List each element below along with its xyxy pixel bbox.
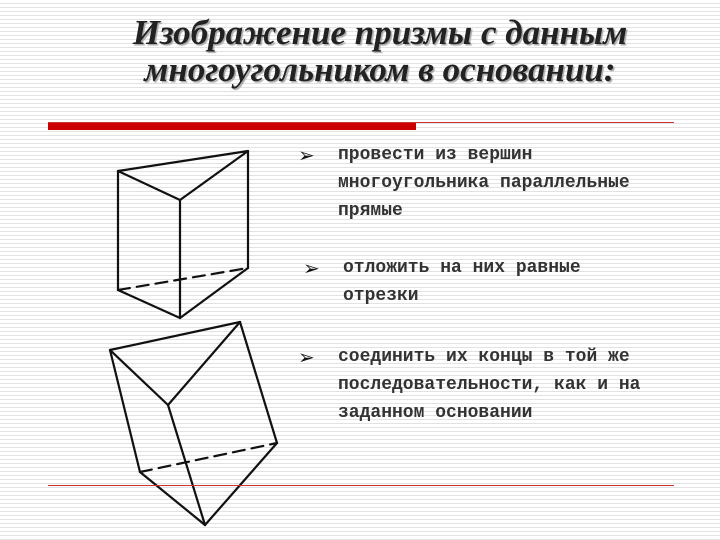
title-line-1: Изображение призмы с данным xyxy=(132,13,628,52)
prism-top-edge xyxy=(118,151,248,171)
prism-top-edge xyxy=(180,151,248,200)
arrow-bullet-icon: ➢ xyxy=(298,345,315,369)
prism-hidden-edge xyxy=(118,268,248,290)
prism-bottom-edge xyxy=(180,268,248,318)
prism-lateral-edge xyxy=(168,405,205,525)
prism-top-edge xyxy=(118,171,180,200)
bullet-text: отложить на них равные отрезки xyxy=(343,258,581,306)
bullet-text: соединить их концы в той же последовательности, как и на заданном основании xyxy=(338,347,641,423)
title-line-2: многоугольником в основании: xyxy=(144,50,616,89)
prism-upright xyxy=(118,151,248,318)
footer-rule xyxy=(48,485,674,486)
arrow-bullet-icon: ➢ xyxy=(303,256,320,280)
prism-tilted xyxy=(110,322,277,525)
bullet-text: провести из вершин многоугольника параллельные прямые xyxy=(338,145,630,221)
prism-bottom-edge xyxy=(140,472,205,525)
arrow-bullet-icon: ➢ xyxy=(298,143,315,167)
prism-lateral-edge xyxy=(240,322,277,443)
prism-bottom-edge xyxy=(118,290,180,318)
prism-top-edge xyxy=(110,350,168,405)
prism-lateral-edge xyxy=(110,350,140,472)
